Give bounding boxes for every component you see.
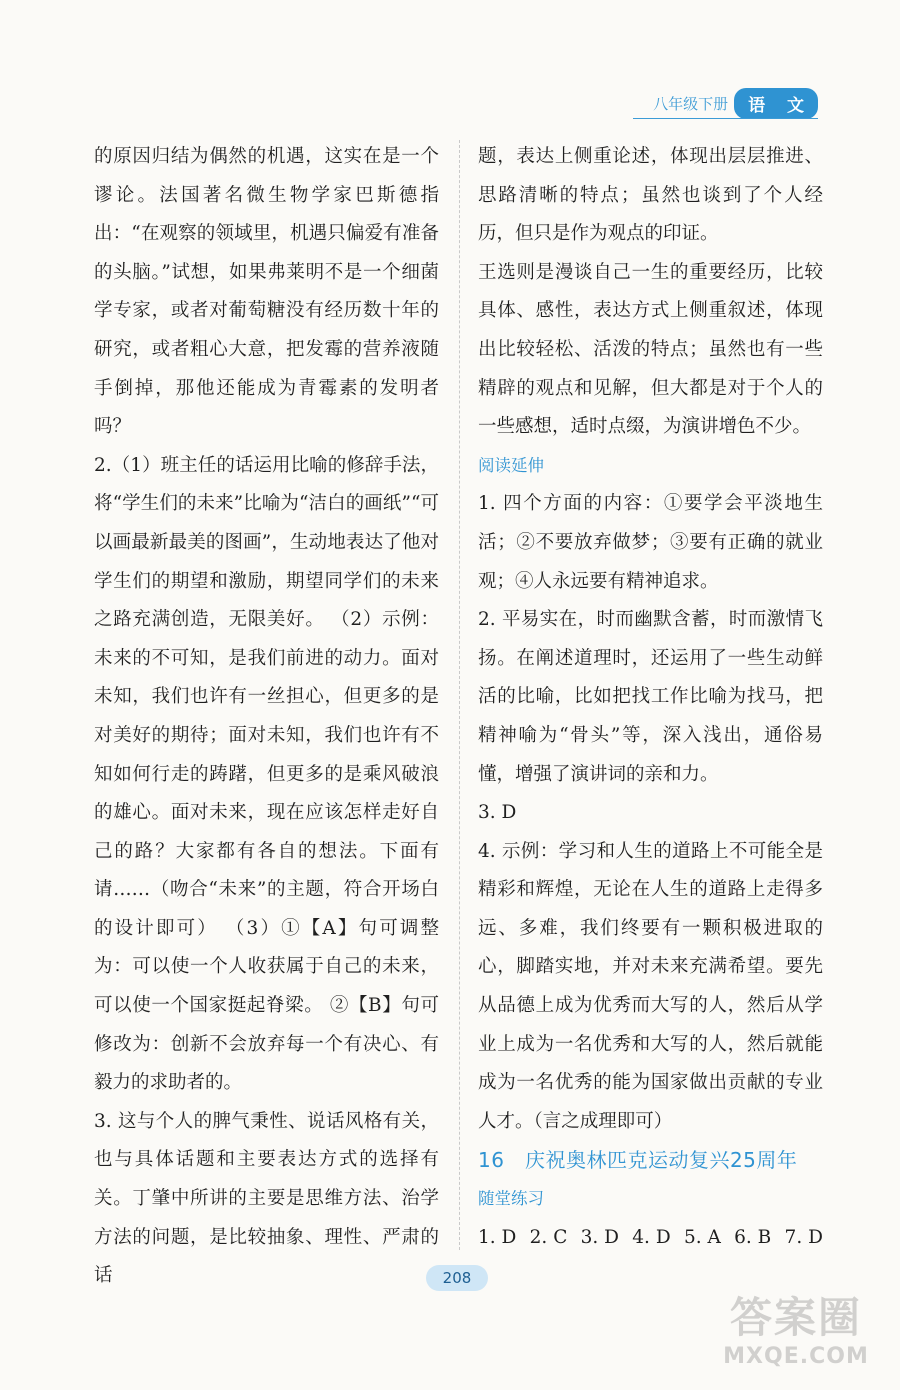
answer-2: 2. 平易实在，时而幽默含蓄，时而激情飞扬。在阐述道理时，还运用了一些生动鲜活的比喻，比如把找工作比喻为找马，把精神喻为“骨头”等，深入浅出，通俗易懂，增强了演讲词的亲和力。: [478, 609, 823, 785]
answer-item: 3. D: [580, 1226, 619, 1248]
column-divider: [459, 140, 460, 1250]
answer-item: 2. C: [529, 1226, 568, 1248]
answer-1: 1. 四个方面的内容：①要学会平淡地生活；②不要放弃做梦；③要有正确的就业观；④人永远要有精神追求。: [478, 493, 823, 592]
header-rule: [633, 118, 818, 119]
left-column: [94, 138, 439, 1296]
answer-3: 3. D: [478, 802, 517, 824]
section-heading-reading: 阅读延伸: [478, 455, 544, 475]
left-paragraph-3: 3. 这与个人的脾气秉性、说话风格有关，也与具体话题和主要表达方式的选择有关。丁肇中所讲的主要是思维方法、治学方法的问题，是比较抽象、理性、严肃的话: [94, 1110, 439, 1287]
lesson-title: 16 庆祝奥林匹克运动复兴25周年: [478, 1148, 798, 1173]
page-number: 208: [426, 1265, 488, 1291]
right-paragraph-2: 王选则是漫谈自己一生的重要经历，比较具体、感性，表达方式上侧重叙述，体现出比较轻松、活泼的特点；虽然也有一些精辟的观点和见解，但大都是对于个人的一些感想，适时点缀，为演讲增色不少。: [478, 261, 823, 438]
grade-label: 八年级下册: [653, 95, 729, 113]
answer-item: 1. D: [478, 1226, 517, 1248]
answer-item: 7. D: [784, 1226, 823, 1248]
page-header: [653, 88, 818, 119]
right-column: [478, 138, 823, 1257]
watermark-logo: [706, 1292, 886, 1382]
answer-4: 4. 示例：学习和人生的道路上不可能全是精彩和辉煌，无论在人生的道路上走得多远、多难，我们终要有一颗积极进取的心，脚踏实地，并对未来充满希望。要先从品德上成为优秀而大写的人，然后从学业上成为一名优秀和大写的人，然后就能成为一名优秀的能为国家做出贡献的专业人才。（言之成理即可）: [478, 840, 823, 1132]
answer-item: 4. D: [632, 1226, 671, 1248]
section-heading-practice: 随堂练习: [478, 1189, 544, 1209]
right-paragraph-1: 题，表达上侧重论述，体现出层层推进、思路清晰的特点；虽然也谈到了个人经历，但只是作为观点的印证。: [478, 146, 823, 245]
answer-item: 6. B: [734, 1226, 772, 1248]
answer-item: 5. A: [683, 1226, 721, 1248]
left-paragraph-2: 2.（1）班主任的话运用比喻的修辞手法，将“学生们的未来”比喻为“洁白的画纸”“可以画最新最美的图画”，生动地表达了他对学生们的期望和激励，期望同学们的未来之路充满创造，无限美好。 （2）示例：未来的不可知，是我们前进的动力。面对未知，我们也许有一丝担心，但更多的是对美好的期待；面对未知，我们也许有不知如何行走的踌躇，但更多的是乘风破浪的雄心。面对未来，现在应该怎样走好自己的路？大家都有各自的想法。下面有请……（吻合“未来”的主题，符合开场白的设计即可） （3）①【A】句可调整为：可以使一个人收获属于自己的未来，可以使一个国家挺起脊梁。 ②【B】句可修改为：创新不会放弃每一个有决心、有毅力的求助者的。: [94, 454, 439, 1094]
answer-row: [478, 1219, 823, 1258]
left-paragraph-1: 的原因归结为偶然的机遇，这实在是一个谬论。法国著名微生物学家巴斯德指出：“在观察的领域里，机遇只偏爱有准备的头脑。”试想，如果弗莱明不是一个细菌学专家，或者对葡萄糖没有经历数十年的研究，或者粗心大意，把发霉的营养液随手倒掉，那他还能成为青霉素的发明者吗？: [94, 146, 439, 438]
watermark-url: MXQE.COM: [723, 1344, 869, 1369]
watermark-main: 答案圈: [729, 1293, 862, 1342]
subject-badge: 语 文: [734, 88, 818, 119]
